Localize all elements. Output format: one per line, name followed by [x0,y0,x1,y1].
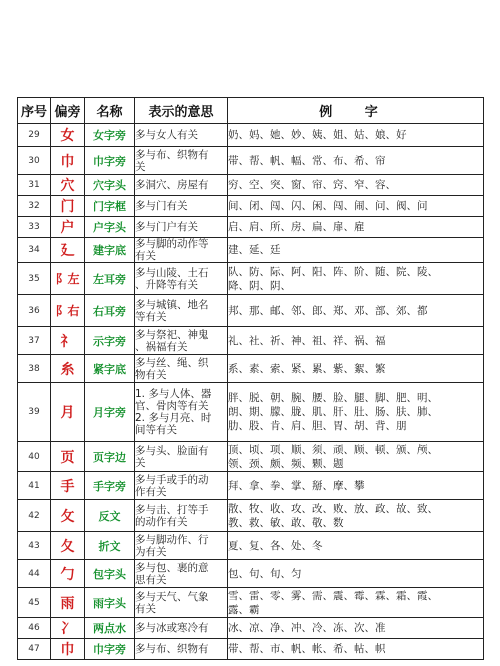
table-row [18,560,484,588]
radical-glyph: 攵 [51,500,85,532]
meaning-cell [135,238,228,263]
radical-name: 反文 [85,500,135,532]
meaning-line: 多与包、裹的意 [135,561,209,574]
row-number: 44 [18,560,51,588]
examples-line: 胖、脱、朝、腕、腰、脸、腿、脚、肥、明、 [228,392,438,404]
radical-glyph: 夂 [51,532,85,560]
row-number: 34 [18,238,51,263]
meaning-line: 的动作有关 [135,515,188,528]
table-row [18,217,484,238]
radical-name: 两点水 [85,618,135,639]
meaning-line: 多与手或手的动 [135,473,209,486]
table-row [18,442,484,472]
radical-glyph: 冫 [51,618,85,639]
meaning-line: 官、骨肉等有关 [135,400,209,412]
table-row [18,383,484,442]
meaning-line: 关 [135,160,146,173]
radical-name: 页字边 [85,442,135,472]
meaning-cell [135,442,228,472]
meaning-line: 多与女人有关 [135,129,198,141]
examples-cell [228,217,484,238]
meaning-line: 多与门户有关 [135,221,198,233]
radicals-table [17,97,484,660]
meaning-line: 为有关 [135,545,167,558]
header-examples: 例 字 [228,98,484,124]
radical-name: 穴字头 [85,175,135,196]
table-body [18,124,484,660]
radical-name: 户字头 [85,217,135,238]
radical-glyph: 月 [51,383,85,442]
meaning-line: 多与丝、绳、织 [135,356,209,369]
radical-glyph: 手 [51,472,85,500]
radical-glyph: 巾 [51,147,85,175]
meaning-cell [135,472,228,500]
radical-glyph: 页 [51,442,85,472]
radical-glyph: 穴 [51,175,85,196]
meaning-cell [135,355,228,383]
table-row [18,588,484,618]
examples-line: 领、颈、颇、频、颗、题 [228,457,344,470]
meaning-line: 多与天气、气象 [135,590,209,603]
meaning-line: 1. 多与人体、器 [135,388,212,400]
row-number: 43 [18,532,51,560]
radical-name: 手字旁 [85,472,135,500]
meaning-cell [135,263,228,295]
meaning-line: 多与冰或寒冷有 [135,622,209,634]
radical-glyph: 阝右 [51,295,85,327]
meaning-line: 多与祭祀、神鬼 [135,328,209,341]
radical-name: 右耳旁 [85,295,135,327]
meaning-cell [135,196,228,217]
meaning-line: 多与门有关 [135,200,188,212]
table-row [18,295,484,327]
radical-glyph: 勹 [51,560,85,588]
header-row [18,98,484,124]
examples-cell [228,355,484,383]
meaning-cell [135,124,228,147]
examples-cell [228,442,484,472]
meaning-cell [135,560,228,588]
row-number: 39 [18,383,51,442]
examples-line: 启、肩、所、房、扁、扉、雇 [228,221,365,233]
header-name: 名称 [85,98,135,124]
examples-line: 穷、空、突、窗、帘、窍、窄、容、 [228,179,396,191]
row-number: 33 [18,217,51,238]
examples-cell [228,383,484,442]
radical-glyph: 雨 [51,588,85,618]
examples-line: 肋、股、肯、肩、胆、胃、胡、背、朋 [228,420,407,432]
meaning-cell [135,532,228,560]
examples-cell [228,147,484,175]
meaning-cell [135,295,228,327]
table-row [18,263,484,295]
examples-line: 降、阴、阴、 [228,279,291,292]
examples-line: 队、防、际、阿、阳、阵、阶、随、院、陵、 [228,265,438,278]
row-number: 46 [18,618,51,639]
meaning-line: 有关 [135,250,156,262]
meaning-cell [135,500,228,532]
examples-cell [228,295,484,327]
row-number: 30 [18,147,51,175]
examples-cell [228,532,484,560]
radical-name: 包字头 [85,560,135,588]
radical-name: 紧字底 [85,355,135,383]
meaning-cell [135,383,228,442]
header-meaning: 表示的意思 [135,98,228,124]
examples-line: 露、霸 [228,603,260,616]
examples-line: 朗、期、朦、胧、肌、肝、肚、肠、肤、肺、 [228,406,438,418]
meaning-line: 间等有关 [135,424,177,436]
examples-line: 带、帮、市、帆、帐、希、帖、帜 [228,643,386,655]
row-number: 38 [18,355,51,383]
meaning-cell [135,588,228,618]
meaning-line: 多与城镇、地名 [135,298,209,311]
examples-line: 顶、顷、项、顺、须、顽、顾、顿、颁、颅、 [228,443,438,456]
row-number: 45 [18,588,51,618]
row-number: 36 [18,295,51,327]
radical-glyph: 糸 [51,355,85,383]
meaning-line: 多与头、脸面有 [135,444,209,457]
table-row [18,175,484,196]
table-row [18,472,484,500]
radical-glyph: 户 [51,217,85,238]
meaning-line: 作有关 [135,485,167,498]
radical-name: 雨字头 [85,588,135,618]
meaning-cell [135,618,228,639]
examples-line: 建、延、廷 [228,244,281,256]
table-row [18,196,484,217]
examples-line: 礼、社、祈、神、祖、祥、祸、福 [228,334,386,347]
header-radical: 偏旁 [51,98,85,124]
examples-line: 雪、雷、零、雾、需、震、霉、霖、霜、霞、 [228,589,438,602]
row-number: 31 [18,175,51,196]
examples-line: 冰、凉、净、冲、冷、冻、次、准 [228,622,386,634]
examples-cell [228,175,484,196]
examples-line: 邦、那、邮、邻、郎、郑、邓、部、郊、都 [228,304,428,317]
table-row [18,532,484,560]
row-number: 32 [18,196,51,217]
radical-name: 左耳旁 [85,263,135,295]
meaning-cell [135,147,228,175]
row-number: 40 [18,442,51,472]
examples-line: 散、牧、收、攻、改、败、放、政、故、致、 [228,502,438,515]
meaning-line: 多与布、织物有 [135,643,209,655]
examples-cell [228,263,484,295]
meaning-line: 有关 [135,602,156,615]
examples-cell [228,500,484,532]
radical-name: 折文 [85,532,135,560]
radical-name: 月字旁 [85,383,135,442]
radical-name: 建字底 [85,238,135,263]
radical-name: 示字旁 [85,327,135,355]
row-number: 47 [18,639,51,660]
examples-cell [228,238,484,263]
radical-name: 女字旁 [85,124,135,147]
radical-glyph: 巾 [51,639,85,660]
examples-line: 包、句、旬、匀 [228,567,302,580]
row-number: 42 [18,500,51,532]
row-number: 41 [18,472,51,500]
meaning-line: 多与脚的动作等 [135,238,209,250]
meaning-cell [135,639,228,660]
table-row [18,238,484,263]
examples-cell [228,472,484,500]
meaning-line: 关 [135,456,146,469]
examples-cell [228,618,484,639]
examples-cell [228,196,484,217]
examples-line: 拜、拿、拳、掌、掰、摩、攀 [228,479,365,492]
meaning-line: 多与山陵、土石 [135,266,209,279]
examples-line: 间、闭、闯、闪、闲、闯、闹、问、阀、问 [228,200,428,212]
radical-glyph: 礻 [51,327,85,355]
examples-line: 教、救、敏、敢、敬、数 [228,516,344,529]
examples-cell [228,124,484,147]
radical-name: 门字框 [85,196,135,217]
table-row [18,147,484,175]
radical-glyph: 女 [51,124,85,147]
radical-name: 巾字旁 [85,639,135,660]
table-row [18,639,484,660]
radical-glyph: 门 [51,196,85,217]
table-row [18,355,484,383]
examples-line: 夏、复、各、处、冬 [228,539,323,552]
examples-cell [228,639,484,660]
row-number: 37 [18,327,51,355]
meaning-line: 、升降等有关 [135,278,198,291]
meaning-cell [135,327,228,355]
header-number: 序号 [18,98,51,124]
meaning-cell [135,217,228,238]
table-row [18,500,484,532]
meaning-line: 物有关 [135,368,167,381]
meaning-line: 多与布、织物有 [135,148,209,161]
meaning-line: 思有关 [135,573,167,586]
meaning-line: 多与脚动作、行 [135,533,209,546]
meaning-line: 等有关 [135,310,167,323]
table-row [18,124,484,147]
examples-line: 奶、妈、她、妙、姨、姐、姑、娘、好 [228,129,407,141]
radical-name: 巾字旁 [85,147,135,175]
meaning-line: 多与击、打等手 [135,503,209,516]
table-row [18,618,484,639]
table-row [18,327,484,355]
examples-cell [228,588,484,618]
examples-cell [228,560,484,588]
row-number: 35 [18,263,51,295]
examples-line: 带、帮、帆、幅、常、布、希、帘 [228,154,386,167]
meaning-line: 2. 多与月亮、时 [135,412,212,424]
meaning-cell [135,175,228,196]
radical-glyph: 阝左 [51,263,85,295]
meaning-line: 多洞穴、房屋有 [135,179,209,191]
examples-line: 系、素、索、紧、累、紫、絮、繁 [228,362,386,375]
radical-glyph: 廴 [51,238,85,263]
examples-cell [228,327,484,355]
row-number: 29 [18,124,51,147]
meaning-line: 、祸福有关 [135,340,188,353]
